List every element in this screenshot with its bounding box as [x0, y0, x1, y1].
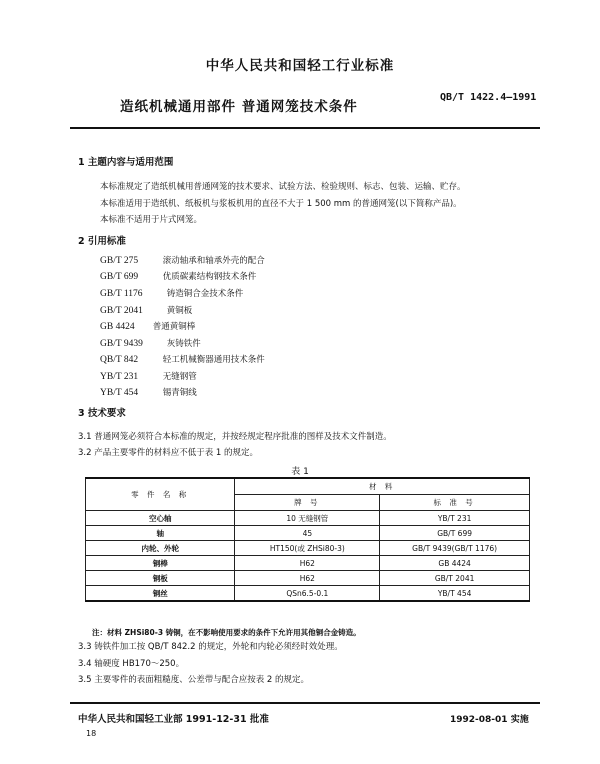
- reference-title: 黄铜板: [166, 306, 193, 316]
- standard-cell: GB/T 2041: [380, 571, 530, 586]
- reference-item: [100, 304, 192, 316]
- reference-title: 轻工机械衡器通用技术条件: [162, 355, 265, 365]
- clause-3-3: 3.3 铸铁件加工按 QB/T 842.2 的规定，外轮和内轮必须经时效处理。: [78, 642, 343, 652]
- section-1-line: 本标准不适用于片式网笼。: [100, 215, 203, 225]
- part-cell: 铜丝: [86, 586, 235, 602]
- reference-title: 滚动轴承和轴承外壳的配合: [162, 256, 265, 266]
- clause-3-2: 3.2 产品主要零件的材料应不低于表 1 的规定。: [78, 448, 259, 458]
- reference-code: GB/T 2041: [100, 306, 143, 316]
- grade-cell: QSn6.5-0.1: [235, 586, 380, 602]
- ministry-heading: 中华人民共和国轻工行业标准: [205, 58, 395, 74]
- reference-item: [100, 337, 201, 349]
- reference-title: 优质碳素结构钢技术条件: [162, 272, 257, 282]
- standard-cell: GB/T 9439(GB/T 1176): [380, 541, 530, 556]
- column-header-grade: 牌 号: [235, 495, 380, 511]
- reference-item: [100, 320, 195, 332]
- table-row: [86, 556, 530, 571]
- section-2-heading: 2 引用标准: [78, 236, 126, 247]
- table-note: 注：材料 ZHSi80-3 铸铜，在不影响使用要求的条件下允许用其他铜合金铸造。: [92, 628, 361, 637]
- clause-3-4: 3.4 轴硬度 HB170～250。: [78, 659, 185, 669]
- grade-cell: H62: [235, 556, 380, 571]
- reference-code: GB/T 275: [100, 256, 139, 266]
- table-row: [86, 511, 530, 526]
- reference-title: 灰铸铁件: [166, 339, 201, 349]
- reference-item: [100, 270, 256, 282]
- reference-code: YB/T 454: [100, 388, 139, 398]
- part-cell: 内轮、外轮: [86, 541, 235, 556]
- materials-table: [85, 477, 530, 602]
- grade-cell: 45: [235, 526, 380, 541]
- standard-cell: YB/T 231: [380, 511, 530, 526]
- section-1-heading: 1 主题内容与适用范围: [78, 157, 174, 168]
- grade-cell: H62: [235, 571, 380, 586]
- column-header-standard: 标 准 号: [380, 495, 530, 511]
- reference-title: 无缝钢管: [162, 372, 197, 382]
- standard-cell: GB/T 699: [380, 526, 530, 541]
- part-cell: 轴: [86, 526, 235, 541]
- part-cell: 铜板: [86, 571, 235, 586]
- reference-title: 普通黄铜棒: [152, 322, 196, 332]
- reference-item: [100, 254, 265, 266]
- reference-item: [100, 370, 197, 382]
- table-row: [86, 526, 530, 541]
- reference-item: [100, 287, 243, 299]
- standard-cell: YB/T 454: [380, 586, 530, 602]
- reference-title: 铸造铜合金技术条件: [166, 289, 244, 299]
- section-3-heading: 3 技术要求: [78, 408, 126, 419]
- clause-3-1: 3.1 普通网笼必须符合本标准的规定，并按经规定程序批准的图样及技术文件制造。: [78, 432, 392, 442]
- footer-rule: [70, 702, 540, 704]
- reference-code: GB 4424: [100, 322, 135, 332]
- effective-date: 1992-08-01 实施: [450, 715, 529, 725]
- part-cell: 铜棒: [86, 556, 235, 571]
- column-header-part: 零 件 名 称: [86, 478, 235, 511]
- table-row: [86, 586, 530, 602]
- reference-item: [100, 386, 197, 398]
- standard-number: QB/T 1422.4—1991: [440, 92, 537, 103]
- reference-code: GB/T 9439: [100, 339, 143, 349]
- table-caption: 表 1: [291, 467, 309, 477]
- grade-cell: 10 无缝钢管: [235, 511, 380, 526]
- reference-item: [100, 353, 265, 365]
- column-header-material: 材 料: [235, 478, 530, 495]
- table-row: [86, 571, 530, 586]
- section-1-line: 本标准适用于造纸机、纸板机与浆板机用的直径不大于 1 500 mm 的普通网笼(以下简称产品)。: [100, 199, 462, 209]
- reference-title: 锡青铜线: [162, 388, 197, 398]
- reference-code: QB/T 842: [100, 355, 139, 365]
- part-cell: 空心轴: [86, 511, 235, 526]
- section-1-line: 本标准规定了造纸机械用普通网笼的技术要求、试验方法、检验规则、标志、包装、运输、贮存。: [100, 182, 466, 192]
- grade-cell: HT150(或 ZHSi80-3): [235, 541, 380, 556]
- reference-code: GB/T 1176: [100, 289, 143, 299]
- header-rule: [70, 127, 540, 129]
- page-number: 18: [86, 729, 97, 738]
- table-row: [86, 541, 530, 556]
- document-title: 造纸机械通用部件 普通网笼技术条件: [120, 99, 358, 115]
- reference-code: YB/T 231: [100, 372, 139, 382]
- clause-3-5: 3.5 主要零件的表面粗糙度、公差带与配合应按表 2 的规定。: [78, 675, 310, 685]
- reference-code: GB/T 699: [100, 272, 139, 282]
- approval-line: 中华人民共和国轻工业部 1991-12-31 批准: [78, 714, 269, 725]
- standard-cell: GB 4424: [380, 556, 530, 571]
